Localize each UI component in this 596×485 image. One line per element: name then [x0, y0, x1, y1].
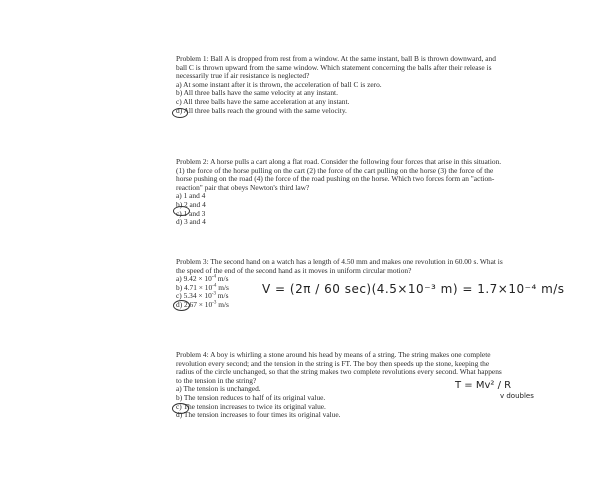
problem-3-choice-c-value: c) 5.34 × 10 — [176, 291, 212, 301]
problem-4-choice-a: a) The tension is unchanged. — [176, 384, 261, 394]
problem-1-choice-a: a) At some instant after it is thrown, the acceleration of ball C is zero. — [176, 79, 382, 89]
problem-2-choice-a: a) 1 and 4 — [176, 191, 206, 201]
problem-3-choice-a-exponent: -4 — [211, 274, 216, 280]
problem-2-text: Problem 2: A horse pulls a cart along a flat road. Consider the following four forces that arise in this situation. — [176, 157, 502, 166]
handwritten-tension-formula: T = Mv² / R — [455, 380, 512, 391]
problem-3-text: Problem 3: The second hand on a watch has a length of 4.50 mm and makes one revolution in 60.00 s. What is the speed of the end of the second hand as it moves in uniform circular motion? — [176, 257, 503, 275]
problem-4-choice-c: c) The tension increases to twice its original value. — [176, 401, 326, 411]
answer-circle-p1 — [172, 108, 188, 118]
problem-2 — [176, 158, 506, 227]
problem-3-choice-d-unit: m/s — [216, 299, 229, 309]
problem-3-choice-b-value: b) 4.71 × 10 — [176, 282, 213, 292]
handwritten-speed-calculation: V = (2π / 60 sec)(4.5×10⁻³ m) = 1.7×10⁻⁴ m/s — [262, 282, 565, 296]
problem-1-text: Problem 1: Ball A is dropped from rest from a window. At the same instant, ball B is thrown downward, and ball C is thrown upward from the same window. Which statement concerning the balls after their release is necessarily true if air resistance is neglected? — [176, 54, 496, 81]
problem-1-choice-d: d) All three balls reach the ground with the same velocity. — [176, 105, 347, 115]
problem-3-choice-c-exponent: -3 — [211, 291, 216, 297]
answer-circle-p4 — [172, 403, 189, 414]
problem-3-choice-d-value: d) 2.67 × 10 — [176, 299, 213, 309]
problem-1 — [176, 55, 506, 115]
problem-2-choice-b: b) 2 and 4 — [176, 199, 206, 209]
problem-3-choice-b-unit: m/s — [216, 282, 229, 292]
problem-4-text: Problem 4: A boy is whirling a stone around his head by means of a string. The string makes one complete revolution every second; and the tension in the string is FT. The boy then speeds up the stone, keeping the radius of the circle unchanged, so that the string makes two complete revolutions every second. What happens to the tension in the string? — [176, 350, 502, 385]
problem-3-choice-a-value: a) 9.42 × 10 — [176, 274, 212, 284]
problem-3-choice-b-exponent: -4 — [212, 283, 217, 289]
problem-3-choice-c-unit: m/s — [215, 291, 229, 301]
problem-2-choice-c: c) 1 and 3 — [176, 208, 206, 218]
problem-3-choice-d-exponent: -3 — [212, 300, 217, 306]
answer-circle-p2 — [173, 206, 190, 216]
problem-1-choice-b: b) All three balls have the same velocity at any instant. — [176, 88, 338, 98]
answer-circle-p3 — [173, 300, 190, 311]
problem-4-choice-d: d) The tension increases to four times its original value. — [176, 410, 341, 420]
problem-1-choice-c: c) All three balls have the same acceleration at any instant. — [176, 96, 350, 106]
problem-3-choice-d — [176, 301, 506, 310]
problem-2-text-2: (1) the force of the horse pulling on the cart (2) the force of the cart pulling on the horse (3) the force of the horse pushing on the road (4) the force of the road pushing on the horse. Which two forces form an "action-reaction" pair that obeys Newton's third law? — [176, 165, 495, 192]
problem-3-choice-a-unit: m/s — [215, 274, 229, 284]
problem-4-choice-b: b) The tension reduces to half of its original value. — [176, 392, 326, 402]
problem-2-choice-d: d) 3 and 4 — [176, 217, 206, 227]
handwritten-note-v-doubles: v doubles — [500, 392, 534, 400]
